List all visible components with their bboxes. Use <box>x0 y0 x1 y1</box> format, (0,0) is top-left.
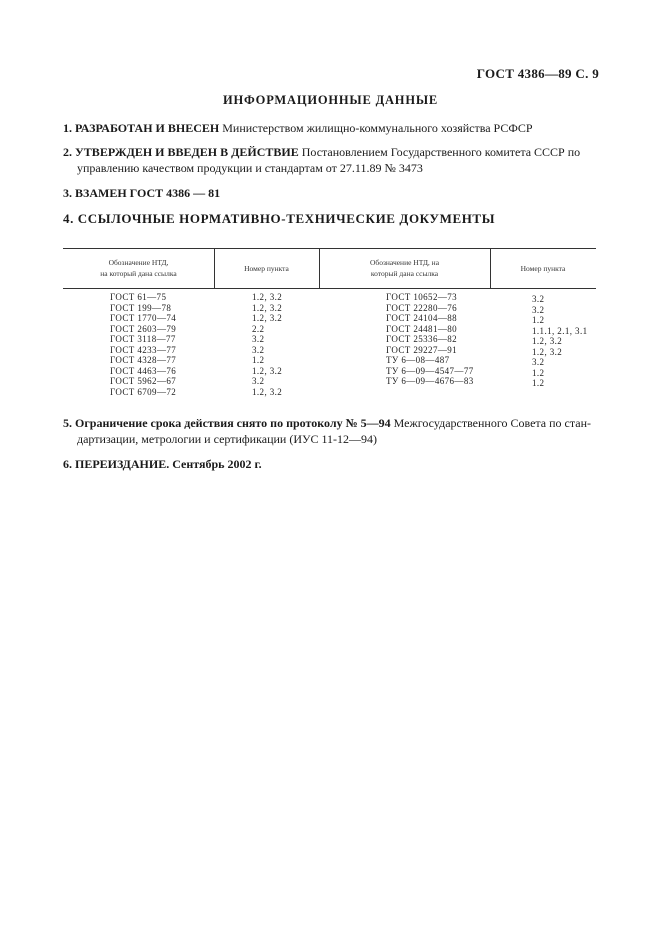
table-cell: 1.2 <box>532 367 545 378</box>
table-cell: ГОСТ 1770—74 <box>110 313 177 323</box>
right-points-column <box>532 294 588 389</box>
table-cell: 3.2 <box>532 304 545 315</box>
table-cell: ГОСТ 61—75 <box>110 292 167 302</box>
table-header-ntd <box>63 257 214 279</box>
table-cell: 1.2, 3.2 <box>252 386 283 397</box>
item-5-line2: дартизации, метрологии и сертификации (ИУС 11-12—94) <box>77 432 378 446</box>
table-cell: ГОСТ 3118—77 <box>110 334 176 344</box>
table-cell: 1.2, 3.2 <box>252 292 283 302</box>
table-header-ntd-line1: Обозначение НТД, <box>108 258 169 267</box>
table-cell: ГОСТ 4233—77 <box>110 344 177 355</box>
table-cell: ТУ 6—09—4547—77 <box>386 365 474 376</box>
table-cell: ГОСТ 22280—76 <box>386 302 458 313</box>
item-2-label: 2. УТВЕРЖДЕН И ВВЕДЕН В ДЕЙСТВИЕ <box>63 145 299 159</box>
table-cell: 1.2 <box>532 315 545 325</box>
table-cell: ГОСТ 199—78 <box>110 302 172 313</box>
item-5-text: Межгосударственного Совета по стан- <box>393 416 592 430</box>
table-cell: ГОСТ 2603—79 <box>110 323 177 334</box>
left-points-column <box>252 292 282 397</box>
table-cell: 1.2, 3.2 <box>532 346 563 357</box>
table-cell: 1.2 <box>532 378 545 388</box>
item-5 <box>63 415 603 447</box>
left-docs-column <box>110 292 176 397</box>
table-cell: ГОСТ 5962—67 <box>110 376 177 386</box>
table-header-ntd-line2: на который дана ссылка <box>100 269 177 278</box>
table-cell: 1.2 <box>252 355 265 365</box>
item-6: 6. ПЕРЕИЗДАНИЕ. Сентябрь 2002 г. <box>63 457 262 471</box>
table-cell: 1.2, 3.2 <box>252 313 283 323</box>
item-1 <box>63 121 533 136</box>
table-cell: ГОСТ 4463—76 <box>110 365 177 376</box>
table-cell: ГОСТ 29227—91 <box>386 344 458 355</box>
table-cell: 1.2, 3.2 <box>532 336 563 346</box>
item-2-text: Постановлением Государственного комитета СССР по <box>301 145 581 159</box>
item-3: 3. ВЗАМЕН ГОСТ 4386 — 81 <box>63 186 221 200</box>
item-1-label: 1. РАЗРАБОТАН И ВНЕСЕН <box>63 121 220 135</box>
table-cell: ГОСТ 10652—73 <box>386 292 458 302</box>
right-docs-column <box>386 292 474 387</box>
table-cell: 1.1.1, 2.1, 3.1 <box>532 325 588 336</box>
table-cell: ГОСТ 25336—82 <box>386 334 458 344</box>
table-cell: 1.2, 3.2 <box>252 365 283 376</box>
table-cell: 3.2 <box>252 344 265 355</box>
table-header-punkt-right: Номер пункта <box>520 264 566 273</box>
table-cell: 3.2 <box>252 376 265 386</box>
item-2 <box>63 145 580 160</box>
item-4-heading: 4. ССЫЛОЧНЫЕ НОРМАТИВНО-ТЕХНИЧЕСКИЕ ДОКУМЕНТЫ <box>63 211 496 226</box>
table-cell: ГОСТ 4328—77 <box>110 355 177 365</box>
table-cell: 1.2, 3.2 <box>252 302 283 313</box>
table-cell: 3.2 <box>532 357 545 367</box>
table-cell: ТУ 6—09—4676—83 <box>386 376 474 386</box>
table-cell: 2.2 <box>252 323 265 334</box>
page-header: ГОСТ 4386—89 С. 9 <box>476 66 599 81</box>
table-cell: 3.2 <box>252 334 265 344</box>
table-cell: ГОСТ 6709—72 <box>110 386 177 397</box>
item-2-line2: управлению качеством продукции и стандартам от 27.11.89 № 3473 <box>77 161 423 175</box>
table-cell: ТУ 6—08—487 <box>386 355 450 365</box>
table-header-punkt: Номер пункта <box>244 264 289 273</box>
table-header-ntd-right-line1: Обозначение НТД, на <box>369 258 440 267</box>
item-1-text: Министерством жилищно-коммунального хозяйства РСФСР <box>222 121 533 135</box>
table-header-ntd-right-line2: который дана ссылка <box>370 269 439 278</box>
table-header-rule <box>63 288 596 289</box>
section-title: ИНФОРМАЦИОННЫЕ ДАННЫЕ <box>222 93 439 107</box>
table-top-rule <box>63 248 596 249</box>
item-5-label: 5. Ограничение срока действия снято по протоколу № 5—94 <box>63 416 391 430</box>
table-cell: ГОСТ 24481—80 <box>386 323 458 334</box>
table-cell: 3.2 <box>532 294 545 304</box>
table-header-ntd-right <box>319 257 490 279</box>
table-cell: ГОСТ 24104—88 <box>386 313 458 323</box>
